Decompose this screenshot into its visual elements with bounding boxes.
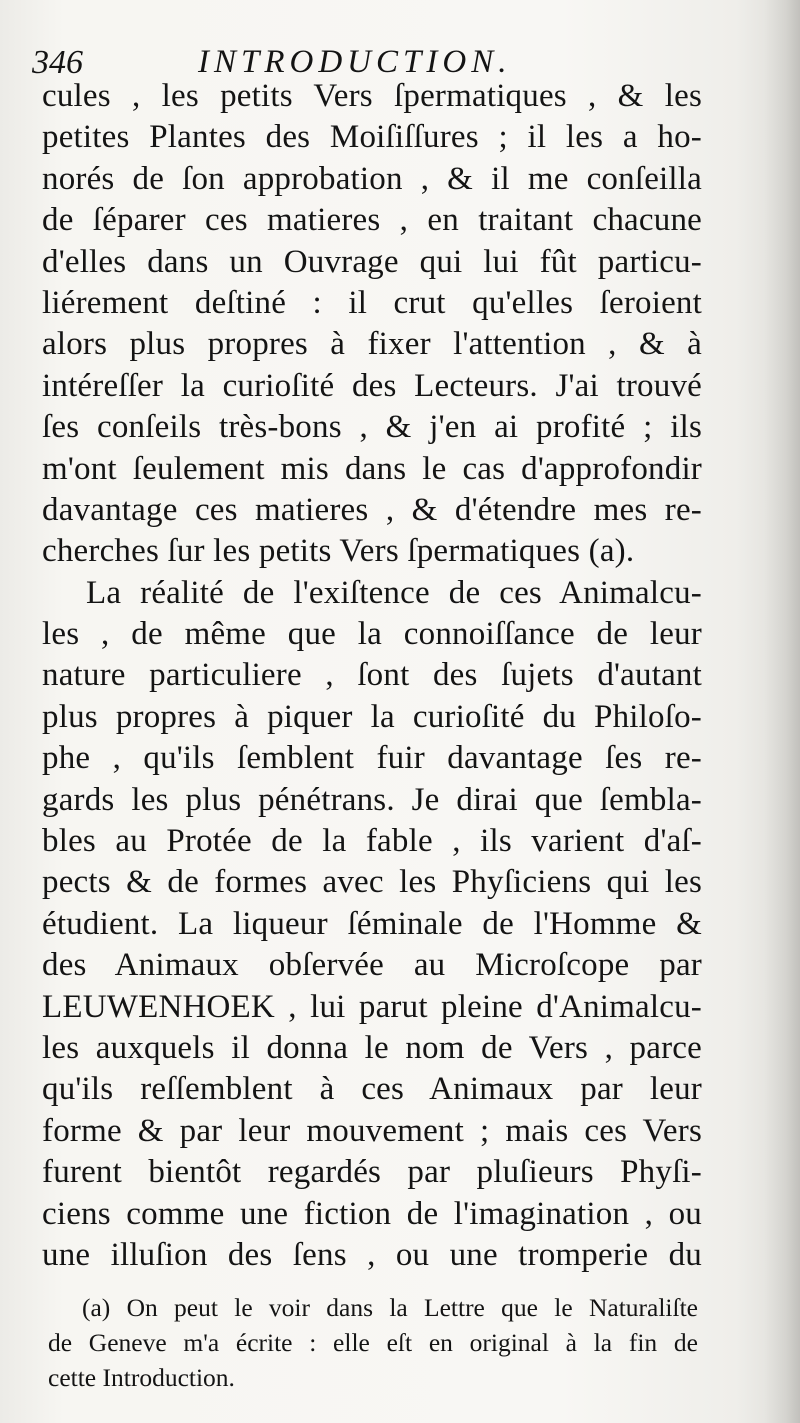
- text-line: norés de ſon approbation , & il me conſeilla: [42, 160, 702, 197]
- text-line: gards les plus pénétrans. Je dirai que ſembla-: [42, 781, 702, 818]
- text-line: étudient. La liqueur ſéminale de l'Homme &: [42, 905, 702, 942]
- text-line: les , de même que la connoiſſance de leur: [42, 616, 702, 653]
- text-line: La réalité de l'exiſtence de ces Animalcu-: [86, 574, 702, 611]
- text-line: des Animaux obſervée au Microſcope par: [42, 947, 702, 984]
- text-line: intéreſſer la curioſité des Lecteurs. J'ai trouvé: [42, 367, 702, 404]
- text-line: petites Plantes des Moiſiſſures ; il les a ho-: [42, 119, 702, 156]
- text-line: d'elles dans un Ouvrage qui lui fût particu-: [42, 243, 702, 280]
- page-number: 346: [32, 44, 83, 81]
- text-line: bles au Protée de la fable , ils varient d'aſ-: [42, 823, 702, 860]
- text-line: LEUWENHOEK , lui parut pleine d'Animalcu-: [42, 988, 702, 1025]
- text-line: plus propres à piquer la curioſité du Philoſo-: [42, 698, 702, 735]
- text-line: forme & par leur mouvement ; mais ces Vers: [42, 1112, 702, 1149]
- text-line: davantage ces matieres , & d'étendre mes re-: [42, 491, 702, 528]
- text-line: une illuſion des ſens , ou une tromperie du: [42, 1236, 702, 1273]
- text-line: les auxquels il donna le nom de Vers , parce: [42, 1029, 702, 1066]
- text-line: pects & de formes avec les Phyſiciens qui les: [42, 864, 702, 901]
- footnote-line: (a) On peut le voir dans la Lettre que le Naturaliſte: [82, 1293, 698, 1322]
- text-line: de ſéparer ces matieres , en traitant chacune: [42, 202, 702, 239]
- body-text: [42, 76, 702, 1276]
- text-line: ciens comme une fiction de l'imagination , ou: [42, 1195, 702, 1232]
- footnote: [48, 1290, 698, 1395]
- page-edge-shadow: [764, 0, 800, 1423]
- text-line: nature particuliere , ſont des ſujets d'autant: [42, 657, 702, 694]
- text-line: cherches ſur les petits Vers ſpermatiques (a).: [42, 533, 635, 570]
- footnote-line: cette Introduction.: [48, 1363, 235, 1392]
- footnote-line: de Geneve m'a écrite : elle eſt en original à la fin de: [48, 1328, 698, 1357]
- text-line: furent bientôt regardés par pluſieurs Phyſi-: [42, 1154, 702, 1191]
- running-title: INTRODUCTION.: [198, 44, 512, 80]
- text-line: qu'ils reſſemblent à ces Animaux par leur: [42, 1071, 702, 1108]
- text-line: phe , qu'ils ſemblent fuir davantage ſes re-: [42, 740, 702, 777]
- text-line: ſes conſeils très-bons , & j'en ai profité ; ils: [42, 409, 702, 446]
- text-line: m'ont ſeulement mis dans le cas d'approfondir: [42, 450, 702, 487]
- text-line: cules , les petits Vers ſpermatiques , & les: [42, 78, 702, 114]
- text-line: liérement deſtiné : il crut qu'elles ſeroient: [42, 284, 702, 321]
- text-line: alors plus propres à fixer l'attention , & à: [42, 326, 702, 363]
